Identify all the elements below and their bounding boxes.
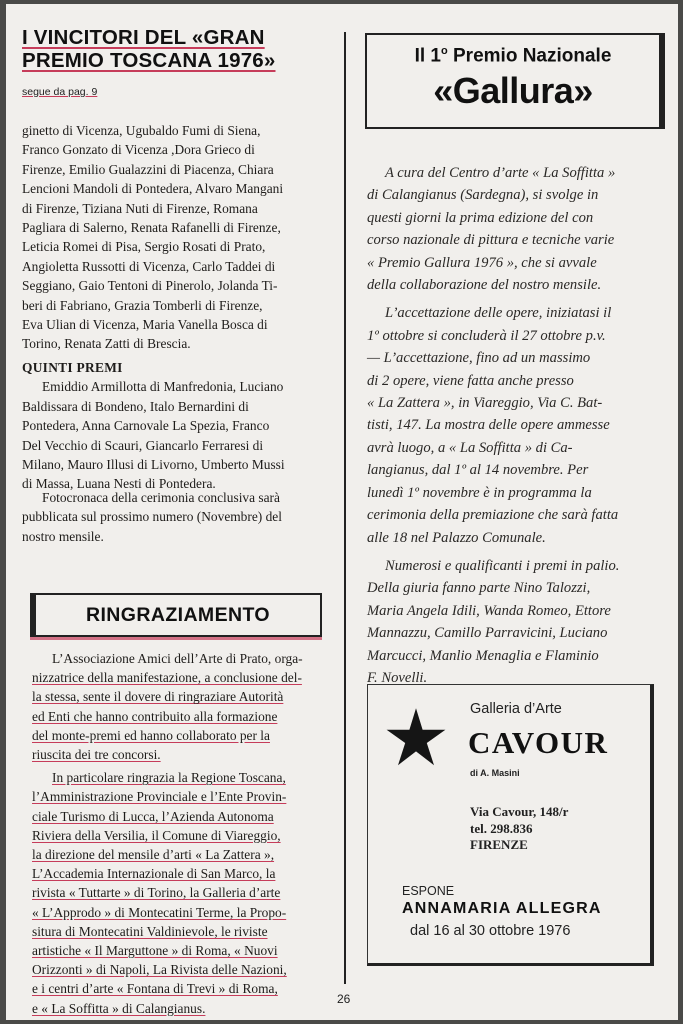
text-line: della collaborazione del nostro mensile.	[367, 277, 602, 294]
text-line: di Calangianus (Sardegna), si svolge in	[367, 187, 599, 204]
section-heading: QUINTI PREMI	[22, 360, 123, 375]
gallery-address	[470, 804, 568, 854]
artist-name: ANNAMARIA ALLEGRA	[402, 900, 602, 917]
column-divider	[344, 32, 346, 984]
page-number: 26	[337, 992, 351, 1006]
text-line: corso nazionale di pittura e tecniche varie	[367, 232, 615, 249]
premio-name: «Gallura»	[433, 70, 593, 112]
gallery-owner: di A. Masini	[470, 768, 520, 778]
city-line: FIRENZE	[470, 837, 528, 852]
section-heading: RINGRAZIAMENTO	[86, 603, 270, 626]
text-line: 1º ottobre si concluderà il 27 ottobre p.v.	[367, 327, 606, 344]
text-line: Riviera della Versilia, il Comune di Viareggio,	[32, 827, 281, 843]
text-line: riuscita dei tre concorsi.	[32, 747, 161, 763]
text-line: situra di Montecatini Valdinievole, le riviste	[32, 923, 268, 939]
galleria-cavour-ad	[367, 684, 654, 966]
heading-text: Il 1	[414, 45, 441, 67]
text-line: Firenze, Emilio Gualazzini di Piacenza, Chiara	[22, 161, 274, 177]
text-line: ciale Turismo di Lucca, l’Azienda Autonoma	[32, 808, 274, 824]
text-line: Lencioni Mandoli di Pontedera, Alvaro Mangani	[22, 181, 284, 197]
article-title	[22, 26, 312, 72]
exhibition-dates: dal 16 al 30 ottobre 1976	[410, 923, 571, 939]
premio-gallura-heading-box	[365, 33, 665, 129]
text-line: Eva Ulian di Vicenza, Maria Vanella Bosca di	[22, 317, 268, 333]
text-line: Marcucci, Manlio Menaglia e Flaminio	[367, 647, 599, 664]
text-line: di Massa, Luana Nesti di Pontedera.	[22, 476, 216, 492]
text-line: Numerosi e qualificanti i premi in palio.	[385, 557, 620, 574]
winners-list	[22, 121, 324, 354]
text-line: In particolare ringrazia la Regione Toscana,	[52, 770, 286, 786]
text-line: artistiche « Il Marguttone » di Roma, « Nuovi	[32, 943, 278, 959]
title-line: PREMIO TOSCANA 1976»	[22, 49, 276, 72]
text-line: Del Vecchio di Scauri, Giancarlo Ferraresi di	[22, 437, 264, 453]
espone-label: ESPONE	[402, 884, 455, 898]
text-line: « La Zattera », in Viareggio, Via C. Bat-	[367, 395, 603, 412]
phone-line: tel. 298.836	[470, 820, 533, 836]
text-line: e i centri d’arte « Fontana di Trevi » di Roma,	[32, 981, 278, 997]
text-line: — L’accettazione, fino ad un massimo	[367, 350, 591, 367]
text-line: L’accettazione delle opere, iniziatasi il	[385, 305, 612, 322]
text-line: questi giorni la prima edizione del con	[367, 209, 594, 226]
text-line: beri di Fabriano, Grazia Tomberli di Firenze,	[22, 297, 263, 313]
text-line: Pagliara di Salerno, Renata Rafanelli di Firenze,	[22, 220, 281, 236]
premio-gallura-article	[367, 162, 665, 689]
text-line: Della giuria fanno parte Nino Talozzi,	[367, 580, 591, 597]
text-line: « L’Approdo » di Montecatini Terme, la Propo-	[32, 904, 287, 920]
gallery-name: CAVOUR	[468, 725, 609, 760]
text-line: A cura del Centro d’arte « La Soffitta »	[385, 165, 616, 181]
text-line: L’Accademia Internazionale di San Marco, la	[32, 866, 276, 882]
text-line: Leticia Romei di Pisa, Sergio Rosati di Prato,	[22, 239, 266, 255]
text-line: cerimonia della premiazione che sarà fatta	[367, 507, 619, 524]
ringraziamento-heading-box	[30, 593, 322, 637]
text-line: nizzatrice della manifestazione, a conclusione del-	[32, 670, 302, 686]
text-line: F. Novelli.	[367, 669, 428, 686]
text-line: Franco Gonzato di Vicenza ,Dora Grieco di	[22, 142, 255, 158]
text-line: Mannazzu, Camillo Parravicini, Luciano	[367, 625, 608, 642]
heading-text: Premio Nazionale	[447, 45, 612, 67]
text-line: ginetto di Vicenza, Ugubaldo Fumi di Siena,	[22, 123, 261, 138]
text-line: L’Associazione Amici dell’Arte di Prato, orga-	[52, 651, 303, 666]
text-line: tisti, 147. La mostra delle opere ammesse	[367, 417, 610, 434]
text-line: Emiddio Armillotta di Manfredonia, Luciano	[42, 379, 284, 395]
fotocronaca-note	[22, 488, 324, 546]
text-line: Orizzonti » di Napoli, La Rivista delle Nazioni,	[32, 962, 287, 978]
continued-note: segue da pag. 9	[22, 86, 98, 98]
title-line: I VINCITORI DEL «GRAN	[22, 26, 265, 49]
quinti-premi-section	[22, 358, 324, 494]
text-line: Fotocronaca della cerimonia conclusiva sarà	[42, 490, 280, 505]
text-line: avrà luogo, a « La Soffitta » di Ca-	[367, 439, 573, 456]
text-line: Baldissara di Bondeno, Italo Bernardini di	[22, 398, 249, 414]
text-line: e « La Soffitta » di Calangianus.	[32, 1000, 206, 1016]
star-icon	[386, 707, 446, 767]
text-line: di Firenze, Tiziana Nuti di Firenze, Romana	[22, 200, 258, 216]
text-line: pubblicata sul prossimo numero (Novembre) del	[22, 509, 282, 525]
text-line: Torino, Renata Zatti di Brescia.	[22, 336, 191, 352]
ringraziamento-text	[32, 649, 324, 1018]
heading-underline	[30, 637, 322, 640]
gallery-label: Galleria d’Arte	[470, 701, 562, 717]
text-line: di 2 opere, viene fatta anche presso	[367, 372, 574, 389]
text-line: la direzione del mensile d’arti « La Zattera »,	[32, 847, 275, 863]
text-line: alle 18 nel Palazzo Comunale.	[367, 529, 546, 546]
text-line: Milano, Mauro Illusi di Livorno, Umberto Mussi	[22, 457, 285, 473]
ordinal-mark: o	[441, 45, 448, 57]
text-line: Pontedera, Anna Carnovale La Spezia, Franco	[22, 418, 270, 434]
text-line: Maria Angela Idili, Wanda Romeo, Ettore	[367, 602, 611, 619]
text-line: del monte-premi ed hanno collaborato per la	[32, 727, 270, 743]
text-line: Seggiano, Gaio Tentoni di Pinerolo, Jolanda Ti-	[22, 278, 278, 294]
magazine-page	[6, 4, 678, 1020]
text-line: « Premio Gallura 1976 », che si avvale	[367, 254, 597, 271]
text-line: la stessa, sente il dovere di ringraziare Autorità	[32, 689, 284, 705]
text-line: Angioletta Russotti di Vicenza, Carlo Taddei di	[22, 258, 276, 274]
text-line: ed Enti che hanno contribuito alla formazione	[32, 708, 278, 724]
text-line: rivista « Tuttarte » di Torino, la Galleria d’arte	[32, 885, 281, 901]
text-line: langianus, dal 1º al 14 novembre. Per	[367, 462, 589, 479]
text-line: l’Amministrazione Provinciale e l’Ente Provin-	[32, 789, 287, 805]
address-line: Via Cavour, 148/r	[470, 804, 569, 819]
text-line: lunedì 1º novembre è in programma la	[367, 484, 592, 501]
premio-heading-line	[367, 45, 659, 67]
text-line: nostro mensile.	[22, 528, 104, 544]
